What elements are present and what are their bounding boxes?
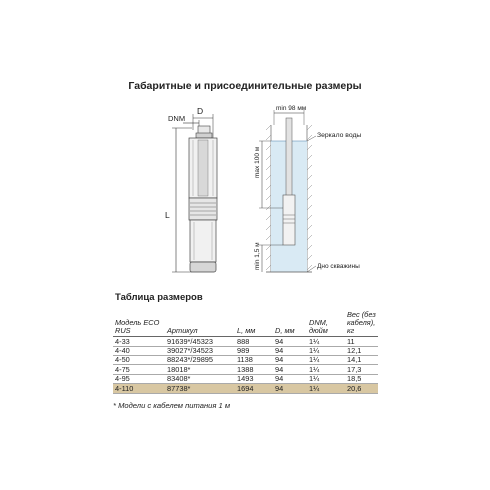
- table-title: Таблица размеров: [115, 292, 203, 303]
- label-well-bottom: Дно скважины: [317, 263, 360, 270]
- table-row: [113, 337, 378, 346]
- cell-weight: 14,1: [345, 356, 378, 365]
- cell-length: 989: [235, 346, 273, 355]
- cell-article: 91639*/45323: [165, 337, 235, 346]
- cell-model: 4-40: [113, 346, 165, 355]
- label-min-bottom: min 1,5 м: [254, 242, 261, 270]
- cell-length: 888: [235, 337, 273, 346]
- cell-dnm: 1¼: [307, 384, 345, 393]
- cell-article: 18018*: [165, 365, 235, 374]
- cell-article: 88243*/29895: [165, 356, 235, 365]
- table-row: [113, 365, 378, 374]
- label-dnm: DNM: [168, 114, 186, 123]
- cell-length: 1138: [235, 356, 273, 365]
- table-row: [113, 374, 378, 383]
- label-max-depth: max 100 м: [254, 146, 261, 178]
- footnote: * Модели с кабелем питания 1 м: [113, 401, 231, 410]
- cell-diameter: 94: [273, 374, 307, 383]
- well-drawing-right: [254, 105, 361, 272]
- label-min-width: min 98 мм: [276, 105, 307, 112]
- cell-weight: 20,6: [345, 384, 378, 393]
- cell-dnm: 1¼: [307, 365, 345, 374]
- header-model: Модель ECO RUS: [113, 311, 165, 337]
- table-row: [113, 356, 378, 365]
- cell-diameter: 94: [273, 337, 307, 346]
- cell-length: 1694: [235, 384, 273, 393]
- table-row-highlighted: [113, 384, 378, 393]
- cell-length: 1493: [235, 374, 273, 383]
- pump-drawing-left: [165, 106, 217, 272]
- cell-weight: 18,5: [345, 374, 378, 383]
- cell-diameter: 94: [273, 384, 307, 393]
- cell-model: 4-75: [113, 365, 165, 374]
- cell-model: 4-95: [113, 374, 165, 383]
- cell-dnm: 1¼: [307, 337, 345, 346]
- header-dnm: DNM, дюйм: [307, 311, 345, 337]
- label-l: L: [165, 210, 170, 220]
- cell-model: 4-50: [113, 356, 165, 365]
- cell-model: 4-33: [113, 337, 165, 346]
- table-header-row: [113, 311, 378, 337]
- cell-weight: 12,1: [345, 346, 378, 355]
- header-article: Артикул: [165, 311, 235, 337]
- cell-dnm: 1¼: [307, 346, 345, 355]
- label-water-level: Зеркало воды: [317, 132, 362, 139]
- header-length: L, мм: [235, 311, 273, 337]
- sizes-table: [113, 311, 378, 394]
- cell-dnm: 1¼: [307, 356, 345, 365]
- cell-weight: 17,3: [345, 365, 378, 374]
- label-d: D: [197, 106, 204, 116]
- header-diameter: D, мм: [273, 311, 307, 337]
- cell-model: 4-110: [113, 384, 165, 393]
- cell-diameter: 94: [273, 346, 307, 355]
- cell-article: 83408*: [165, 374, 235, 383]
- cell-diameter: 94: [273, 356, 307, 365]
- cell-article: 39027*/34523: [165, 346, 235, 355]
- header-weight: Вес (без кабеля), кг: [345, 311, 378, 337]
- table-row: [113, 346, 378, 355]
- cell-dnm: 1¼: [307, 374, 345, 383]
- cell-weight: 11: [345, 337, 378, 346]
- cell-article: 87738*: [165, 384, 235, 393]
- cell-diameter: 94: [273, 365, 307, 374]
- page-title: Габаритные и присоединительные размеры: [128, 80, 362, 92]
- cell-length: 1388: [235, 365, 273, 374]
